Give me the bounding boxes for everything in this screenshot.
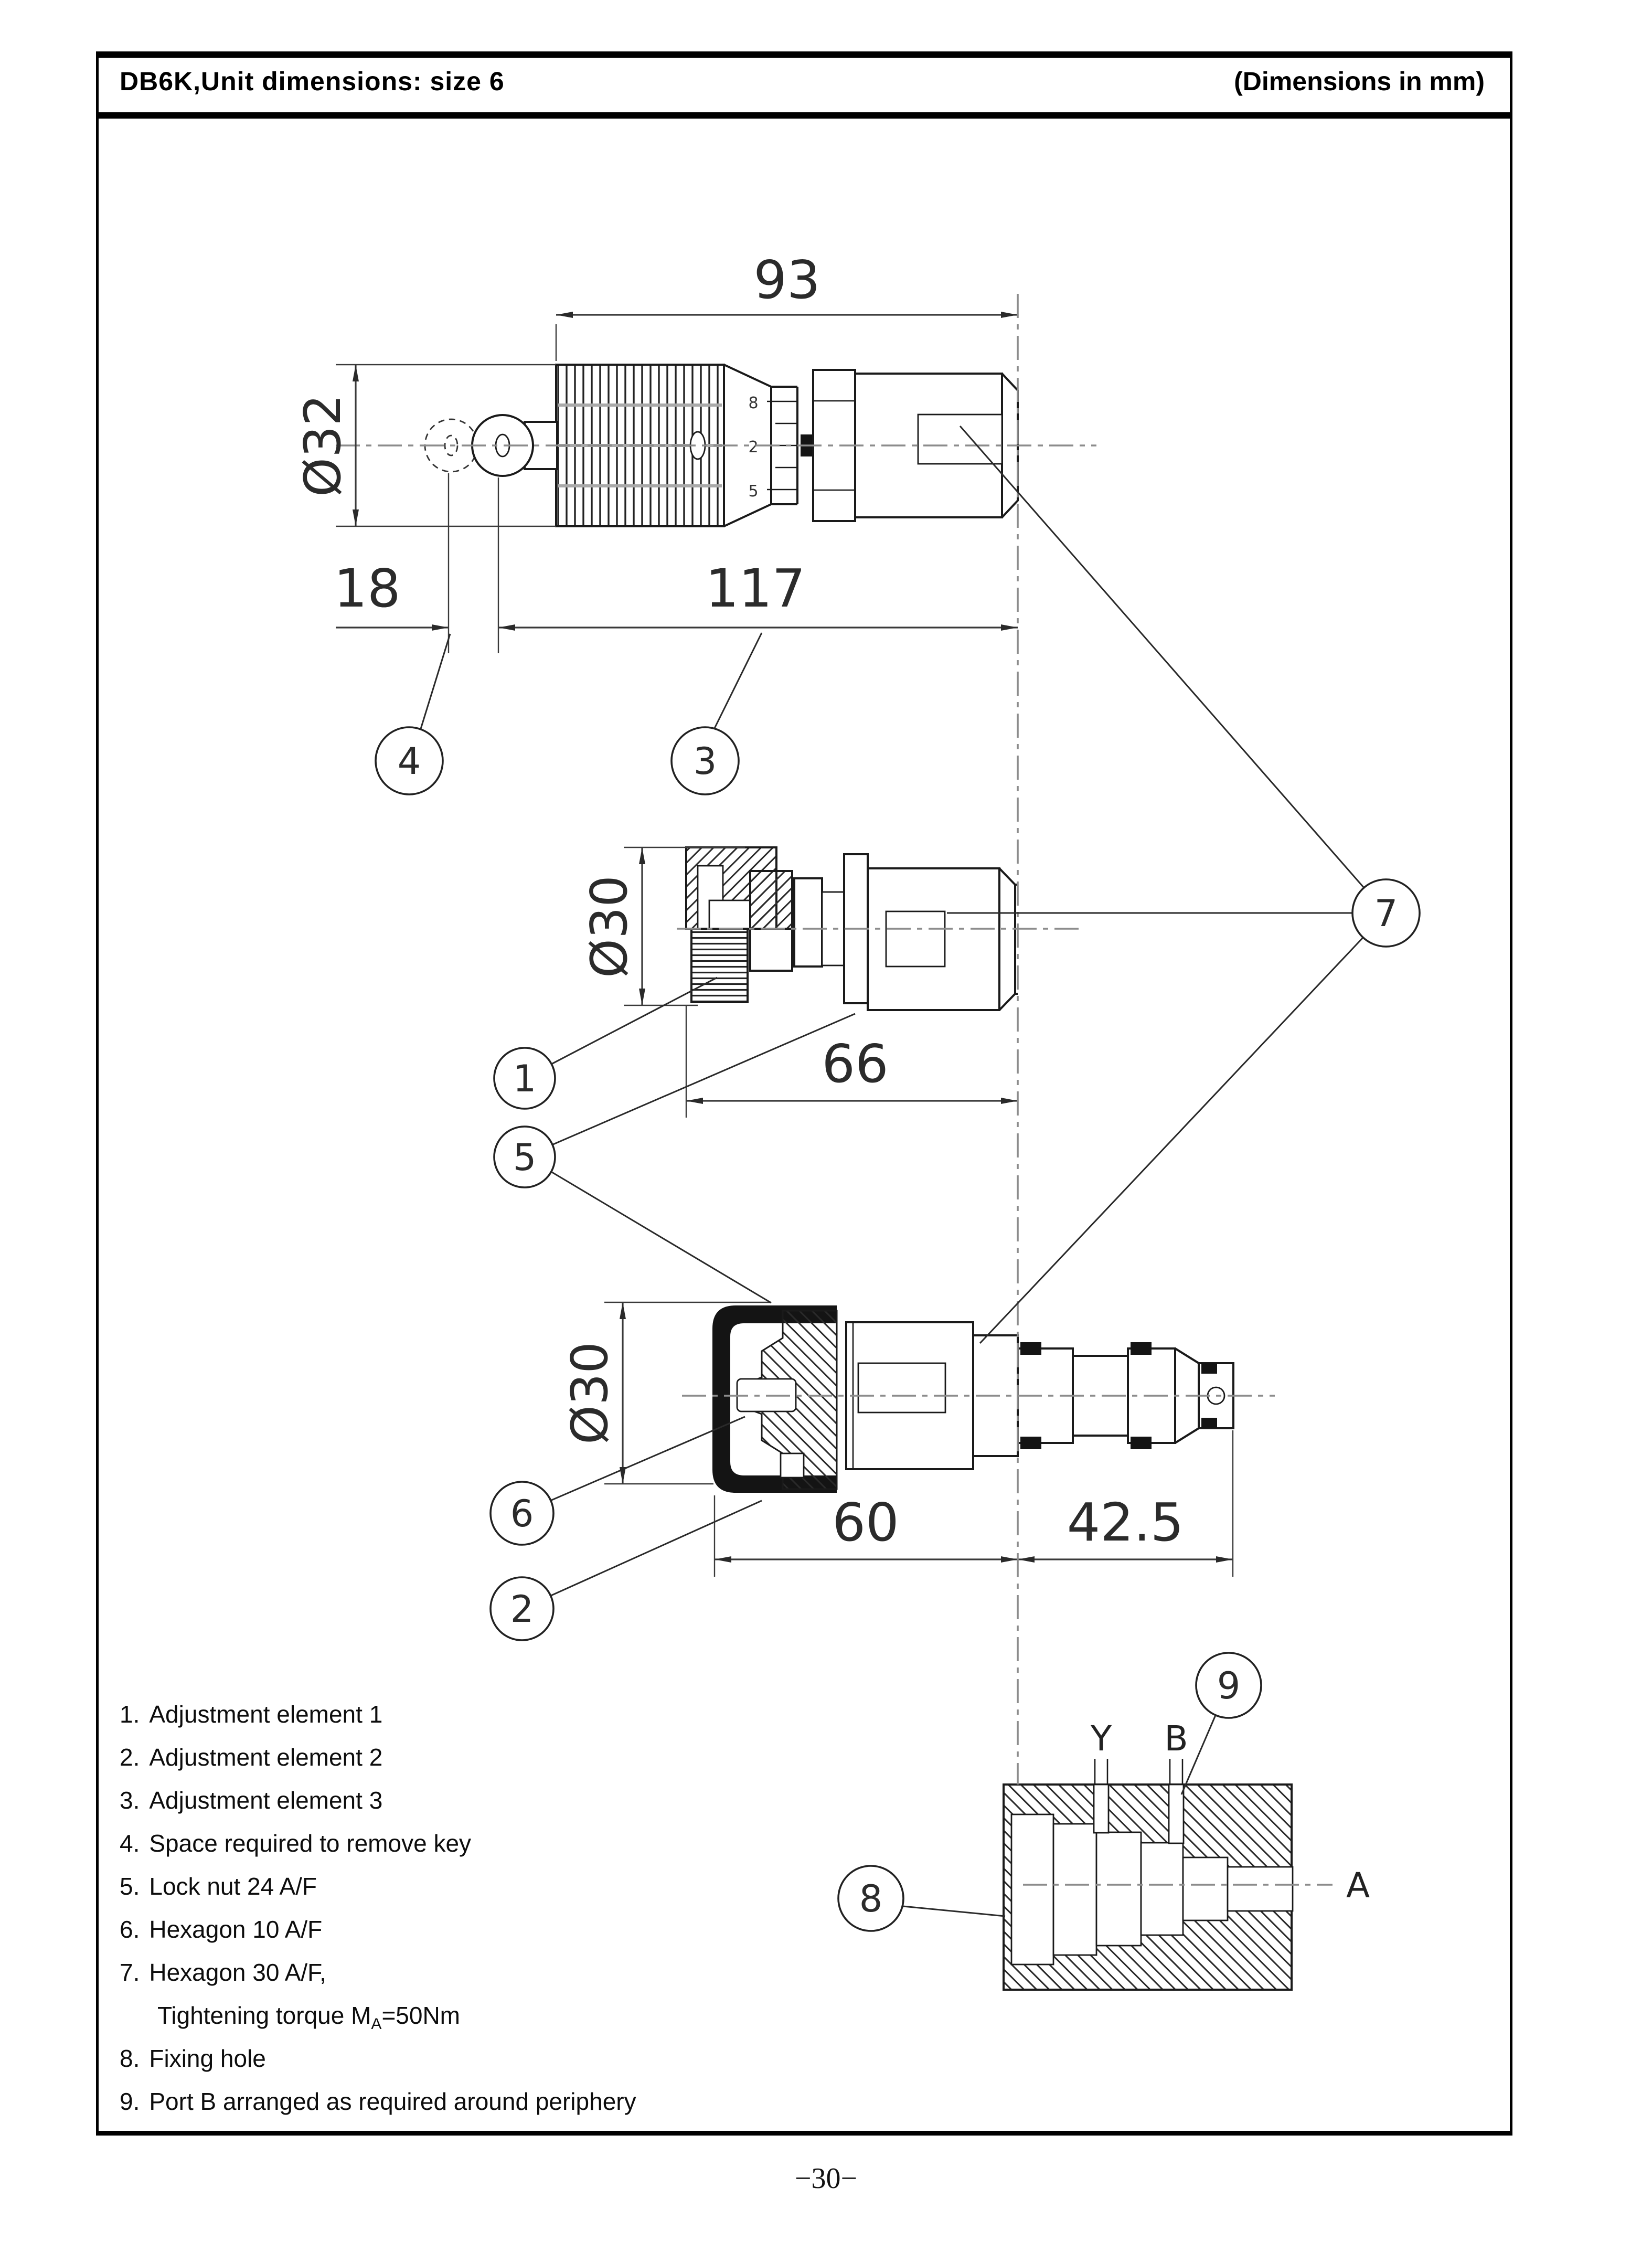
dim-dia30-mid: Ø30 (581, 875, 638, 978)
legend-item-7 (120, 1958, 636, 2001)
dim-60: 60 (832, 1492, 899, 1553)
callout-9: 9 (1217, 1664, 1241, 1707)
legend-item-9 (120, 2087, 636, 2130)
legend-num: 9. (120, 2088, 140, 2115)
callout-6: 6 (510, 1492, 534, 1535)
legend-text: Hexagon 30 A/F, (149, 1959, 326, 1986)
callout-7: 7 (1374, 892, 1398, 935)
legend-text: Adjustment element 3 (149, 1787, 383, 1814)
callout-4: 4 (397, 740, 421, 783)
dim-dia30-bot: Ø30 (561, 1342, 619, 1445)
knob-scale-5: 5 (748, 482, 759, 501)
legend-text: Fixing hole (149, 2045, 266, 2072)
torque-subscript: A (371, 2015, 382, 2033)
dim-dia32: Ø32 (294, 394, 352, 497)
callout-8: 8 (859, 1877, 883, 1920)
callout-5: 5 (513, 1136, 537, 1179)
dim-42-5: 42.5 (1067, 1492, 1184, 1553)
legend-num: 4. (120, 1830, 140, 1857)
legend-num: 1. (120, 1701, 140, 1728)
legend (120, 1700, 636, 2130)
port-y-label: Y (1090, 1718, 1112, 1759)
dim-93: 93 (753, 249, 820, 311)
legend-num: 7. (120, 1959, 140, 1986)
view-bottom-valve (682, 1305, 1275, 1493)
legend-item-3 (120, 1786, 636, 1829)
legend-item-6 (120, 1915, 636, 1958)
legend-num: 5. (120, 1873, 140, 1900)
knurled-lock-nut (691, 929, 748, 1002)
port-y-slot (1094, 1785, 1109, 1833)
legend-text: Adjustment element 2 (149, 1744, 383, 1771)
dim-66: 66 (822, 1033, 889, 1095)
view-top-valve (336, 365, 1096, 526)
view-middle-valve (677, 847, 1081, 1010)
legend-num: 2. (120, 1744, 140, 1771)
torque-prefix: Tightening torque M (157, 2002, 371, 2029)
units-note: (Dimensions in mm) (1234, 67, 1485, 96)
dim-117: 117 (705, 558, 806, 619)
legend-item-2 (120, 1743, 636, 1786)
port-b-label: B (1164, 1718, 1188, 1759)
legend-num: 3. (120, 1787, 140, 1814)
callout-3: 3 (693, 740, 717, 783)
page-title: DB6K,Unit dimensions: size 6 (120, 67, 505, 96)
legend-item-1 (120, 1700, 636, 1743)
knob-scale-2: 2 (748, 438, 759, 456)
legend-num: 6. (120, 1916, 140, 1943)
legend-num: 8. (120, 2045, 140, 2072)
callout-1: 1 (513, 1057, 537, 1100)
page-number: −30− (794, 2162, 858, 2195)
legend-item-4 (120, 1829, 636, 1872)
legend-text: Lock nut 24 A/F (149, 1873, 317, 1900)
callout-2: 2 (510, 1588, 534, 1631)
view-cavity (1004, 1718, 1370, 1990)
legend-item-8 (120, 2044, 636, 2087)
legend-text: Port B arranged as required around periphery (149, 2088, 636, 2115)
legend-text: Hexagon 10 A/F (149, 1916, 323, 1943)
legend-text: Space required to remove key (149, 1830, 472, 1857)
legend-item-5 (120, 1872, 636, 1915)
legend-item-7-torque (120, 2001, 636, 2044)
torque-rest: =50Nm (381, 2002, 461, 2029)
port-a-label: A (1346, 1865, 1370, 1906)
legend-text: Adjustment element 1 (149, 1701, 383, 1728)
dim-18: 18 (334, 558, 401, 619)
knob-scale-8: 8 (748, 394, 759, 412)
